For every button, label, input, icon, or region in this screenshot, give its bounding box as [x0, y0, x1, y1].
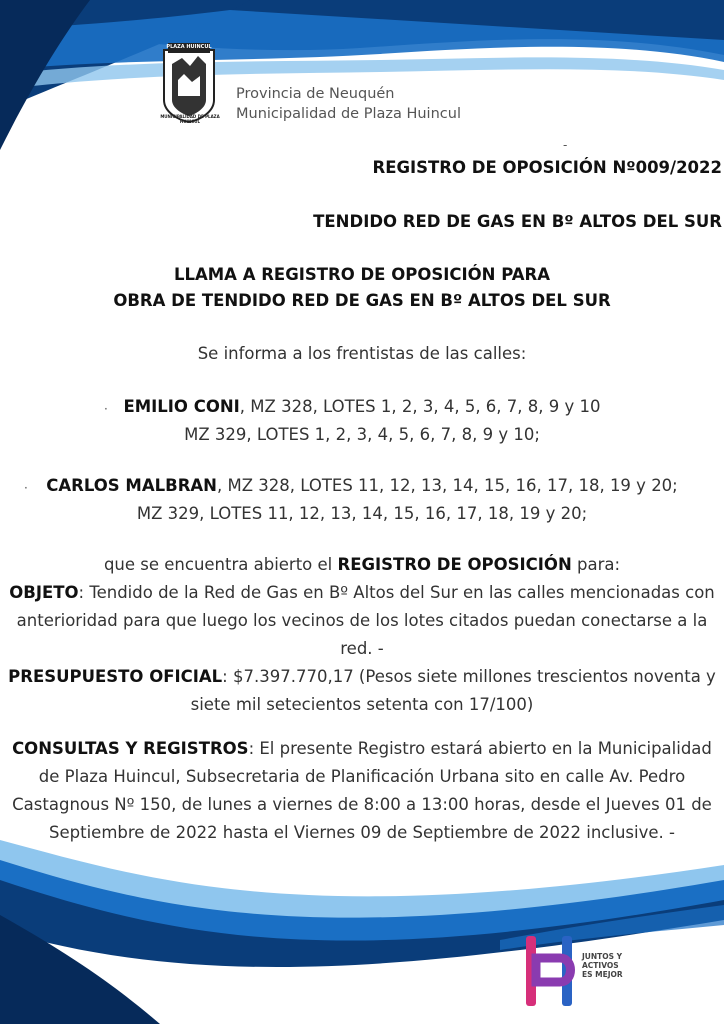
registry-body	[0, 551, 724, 719]
top-wave-decoration	[0, 0, 724, 160]
presupuesto-label: PRESUPUESTO OFICIAL	[8, 667, 223, 686]
street1-line2: MZ 329, LOTES 1, 2, 3, 4, 5, 6, 7, 8, 9 y 10;	[184, 425, 540, 444]
consultas-text1: : El presente Registro estará abierto en la Municipalidad	[248, 739, 712, 758]
street1-block	[0, 393, 724, 449]
logo-slogan	[582, 952, 623, 979]
h-logo-icon	[522, 934, 580, 1008]
org-line-province: Provincia de Neuquén	[236, 86, 395, 102]
street1-line1	[0, 393, 724, 421]
street2-line2: MZ 329, LOTES 11, 12, 13, 14, 15, 16, 17, 18, 19 y 20;	[136, 504, 588, 523]
call-heading	[0, 262, 724, 314]
objeto-line3: red. -	[340, 639, 384, 658]
street2-name: CARLOS MALBRAN	[46, 476, 217, 495]
seal-caption: MUNICIPALIDAD DE PLAZA HUINCUL	[160, 114, 220, 124]
presupuesto-line2: siete mil setecientos setenta con 17/100)	[190, 695, 534, 714]
dash-mark: -	[563, 138, 568, 152]
street2-lots1: , MZ 328, LOTES 11, 12, 13, 14, 15, 16, 17, 18, 19 y 20;	[216, 476, 678, 495]
registry-title: REGISTRO DE OPOSICIÓN Nº009/2022	[372, 158, 722, 177]
presupuesto-text1: : $7.397.770,17 (Pesos siete millones trescientos noventa y	[222, 667, 716, 686]
organization-name	[236, 84, 536, 124]
open-line	[0, 551, 724, 579]
street2-line1	[0, 472, 724, 500]
open-pre: que se encuentra abierto el	[103, 555, 338, 574]
slogan-line1: JUNTOS Y	[582, 952, 623, 961]
street1-lots1: , MZ 328, LOTES 1, 2, 3, 4, 5, 6, 7, 8, 9 y 10	[239, 397, 601, 416]
consultas-block	[0, 735, 724, 847]
seal-lettering: PLAZA HUINCUL	[166, 44, 212, 50]
consultas-line1	[0, 735, 724, 763]
consultas-line4: Septiembre de 2022 hasta el Viernes 09 de Septiembre de 2022 inclusive. -	[49, 823, 675, 842]
intro-text: Se informa a los frentistas de las calles:	[197, 344, 527, 363]
street2-block	[0, 472, 724, 528]
bullet-street2: ·	[24, 481, 28, 495]
street1-name: EMILIO CONI	[123, 397, 240, 416]
bullet-street1: ·	[104, 402, 108, 416]
presupuesto-line1	[0, 663, 724, 691]
org-line-municipality: Municipalidad de Plaza Huincul	[236, 106, 461, 122]
open-post: para:	[571, 555, 621, 574]
objeto-text1: : Tendido de la Red de Gas en Bº Altos del Sur en las calles mencionadas con	[78, 583, 715, 602]
objeto-line2: anterioridad para que luego los vecinos de los lotes citados puedan conectarse a la	[16, 611, 708, 630]
consultas-label: CONSULTAS Y REGISTROS	[12, 739, 249, 758]
objeto-line1	[0, 579, 724, 607]
slogan-line2: ACTIVOS	[582, 961, 619, 970]
registry-subtitle: TENDIDO RED DE GAS EN Bº ALTOS DEL SUR	[313, 212, 722, 231]
slogan-line3: ES MEJOR	[582, 970, 623, 979]
call-heading-line1: LLAMA A REGISTRO DE OPOSICIÓN PARA	[173, 265, 551, 284]
open-bold: REGISTRO DE OPOSICIÓN	[337, 555, 572, 574]
juntos-activos-logo	[522, 934, 672, 1008]
consultas-line2: de Plaza Huincul, Subsecretaria de Planificación Urbana sito en calle Av. Pedro	[38, 767, 686, 786]
consultas-line3: Castagnous Nº 150, de lunes a viernes de 8:00 a 13:00 horas, desde el Jueves 01 de	[12, 795, 712, 814]
call-heading-line2: OBRA DE TENDIDO RED DE GAS EN Bº ALTOS DEL SUR	[113, 291, 611, 310]
objeto-label: OBJETO	[9, 583, 79, 602]
